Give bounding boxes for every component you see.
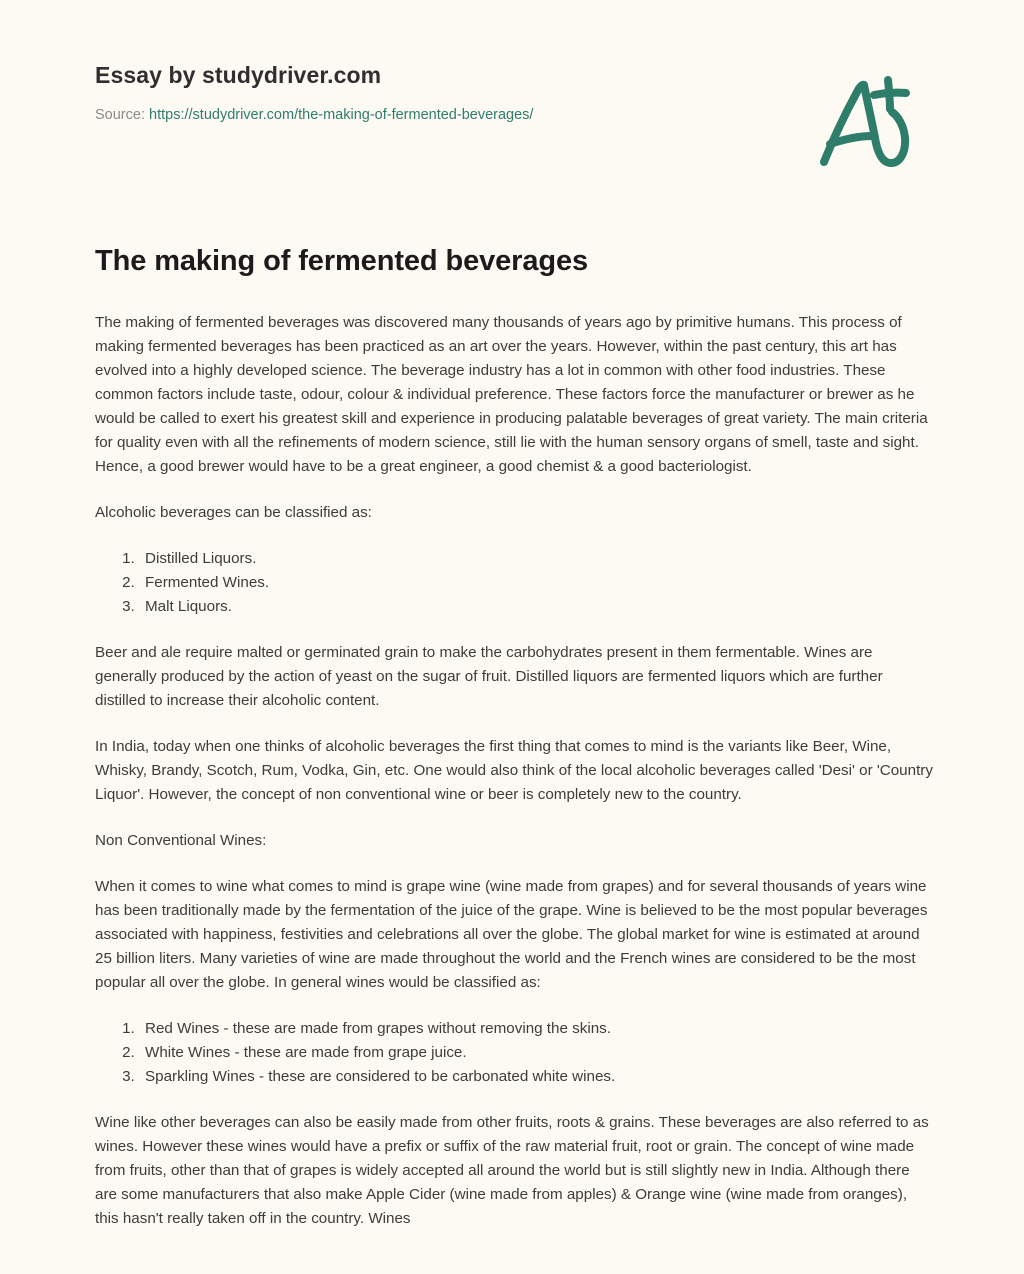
list-item: 3. Malt Liquors.	[139, 595, 933, 619]
brand-title: Essay by studydriver.com	[95, 62, 382, 88]
a-plus-logo-icon	[812, 70, 922, 180]
beverage-classification-list	[95, 547, 933, 619]
list-item: 1. Red Wines - these are made from grapes without removing the skins.	[139, 1017, 933, 1041]
paragraph-6: When it comes to wine what comes to mind is grape wine (wine made from grapes) and for several thousands of years wine has been traditionally made by the fermentation of the juice of the grape. Wine is believed to be the most popular beverages associated with happiness, festivities and celebrations all over the globe. The global market for wine is estimated at around 25 billion liters. Many varieties of wine are made throughout the world and the French wines are considered to be the most popular all over the globe. In general wines would be classified as:	[95, 878, 928, 992]
brand-block	[95, 62, 795, 124]
paragraph-5-heading: Non Conventional Wines:	[95, 832, 267, 850]
list-item: 2. Fermented Wines.	[139, 571, 933, 595]
source-label: Source:	[95, 106, 145, 123]
list-item: 3. Sparkling Wines - these are considered to be carbonated white wines.	[139, 1065, 933, 1089]
source-line	[95, 106, 795, 125]
paragraph-3: Beer and ale require malted or germinated grain to make the carbohydrates present in them fermentable. Wines are generally produced by the action of yeast on the sugar of fruit. Distilled liquors are fermented liquors which are further distilled to increase their alcoholic content.	[95, 644, 883, 710]
paragraph-4: In India, today when one thinks of alcoholic beverages the first thing that comes to mind is the variants like Beer, Wine, Whisky, Brandy, Scotch, Rum, Vodka, Gin, etc. One would also think of the local alcoholic beverages called 'Desi' or 'Country Liquor'. However, the concept of non conventional wine or beer is completely new to the country.	[95, 738, 933, 804]
a-plus-logo	[812, 70, 922, 180]
article-body	[95, 243, 933, 1253]
paragraph-7: Wine like other beverages can also be easily made from other fruits, roots & grains. These beverages are also referred to as wines. However these wines would have a prefix or suffix of the raw material fruit, root or grain. The concept of wine made from fruits, other than that of grapes is widely accepted all around the world but is still slightly new in India. Although there are some manufacturers that also make Apple Cider (wine made from apples) & Orange wine (wine made from oranges), this hasn't really taken off in the country. Wines	[95, 1114, 929, 1228]
paragraph-1: The making of fermented beverages was discovered many thousands of years ago by primitive humans. This process of making fermented beverages has been practiced as an art over the years. However, within the past century, this art has evolved into a highly developed science. The beverage industry has a lot in common with other food industries. These common factors include taste, odour, colour & individual preference. These factors force the manufacturer or brewer as he would be called to exert his greatest skill and experience in producing palatable beverages of great variety. The main criteria for quality even with all the refinements of modern science, still lie with the human sensory organs of smell, taste and sight. Hence, a good brewer would have to be a great engineer, a good chemist & a good bacteriologist.	[95, 314, 928, 476]
list-item: 1. Distilled Liquors.	[139, 547, 933, 571]
source-url-link[interactable]: https://studydriver.com/the-making-of-fermented-beverages/	[149, 106, 534, 123]
document-header	[0, 0, 1024, 200]
paragraph-2: Alcoholic beverages can be classified as:	[95, 504, 372, 522]
list-item: 2. White Wines - these are made from grape juice.	[139, 1041, 933, 1065]
wine-classification-list	[95, 1017, 933, 1089]
page-title: The making of fermented beverages	[95, 245, 589, 277]
